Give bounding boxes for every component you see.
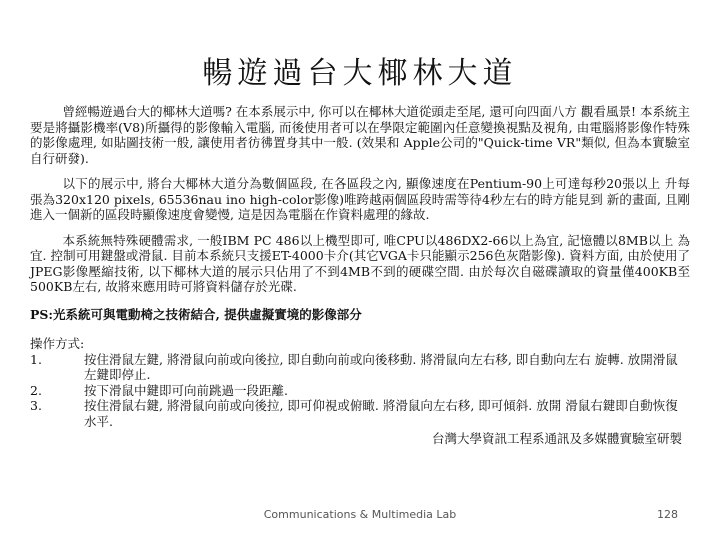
- ps-note: PS:光系統可與電動椅之技術結合, 提供虛擬實境的影像部分: [30, 306, 362, 322]
- list-item-text: 按住滑鼠左鍵, 將滑鼠向前或向後拉, 即自動向前或向後移動. 將滑鼠向左右移, 即自動向左右 旋轉. 放開滑鼠左鍵即停止.: [84, 351, 678, 382]
- operation-heading: 操作方式:: [30, 336, 85, 351]
- list-item: [30, 398, 690, 429]
- slide-body: [30, 104, 690, 447]
- list-item-text: 按住滑鼠右鍵, 將滑鼠向前或向後拉, 即可仰視或俯瞰. 將滑鼠向左右移, 即可傾斜. 放開 滑鼠右鍵即自動恢復水平.: [84, 398, 678, 429]
- page-title: 暢遊過台大椰林大道: [202, 56, 518, 91]
- page-number: 128: [657, 508, 678, 521]
- list-item-number: 3.: [30, 398, 42, 413]
- list-item-text: 按下滑鼠中鍵即可向前跳過一段距離.: [84, 382, 288, 398]
- list-item-number: 1.: [30, 351, 42, 367]
- paragraph-intro: 曾經暢遊過台大的椰林大道嗎? 在本系展示中, 你可以在椰林大道從頭走至尾, 還可向四面八方 觀看風景! 本系統主要是將攝影機率(V8)所攝得的影像輸入電腦, 而後使用者可以在學限定範圍內任意變換視點及視角, 由電腦將影像作特殊的影像處理, 如貼圖技術一般, 讓使用者彷彿置身其中一般. (效果和 Apple公司的"Quick-time VR"類似, 但為本實驗室自行研發).: [30, 104, 690, 166]
- paragraph-hardware: 本系統無特殊硬體需求, 一般IBM PC 486以上機型即可, 唯CPU以486DX2-66以上為宜, 記憶體以8MB以上 為宜. 控制可用鍵盤或滑鼠. 目前本系統只支援ET-4000卡介(其它VGA卡只能顯示256色灰階影像). 資料方面, 由於使用了JPEG影像壓縮技術, 以下椰林大道的展示只佔用了不到4MB不到的硬碟空間. 由於每次自磁碟讀取的資量僅400KB至500KB左右, 故將來應用時可將資料儲存於光碟.: [30, 232, 690, 294]
- paragraph-display: 以下的展示中, 將台大椰林大道分為數個區段, 在各區段之內, 顯像速度在Pentium-90上可達每秒20張以上 升每張為320x120 pixels, 65536nau ino high-color影像)唯跨越兩個區段時需等待4秒左右的時方能見到 新的畫面, 且剛進入一個新的區段時顯像速度會變慢, 這是因為電腦在作資料處理的緣故.: [30, 176, 690, 222]
- footer-lab-name: Communications & Multimedia Lab: [263, 508, 457, 521]
- list-item-number: 2.: [30, 382, 42, 398]
- list-item: [30, 352, 690, 383]
- lab-credit: 台灣大學資訊工程系通訊及多媒體實驗室研製: [431, 431, 682, 446]
- list-item: [30, 383, 690, 399]
- operation-list: [30, 352, 690, 430]
